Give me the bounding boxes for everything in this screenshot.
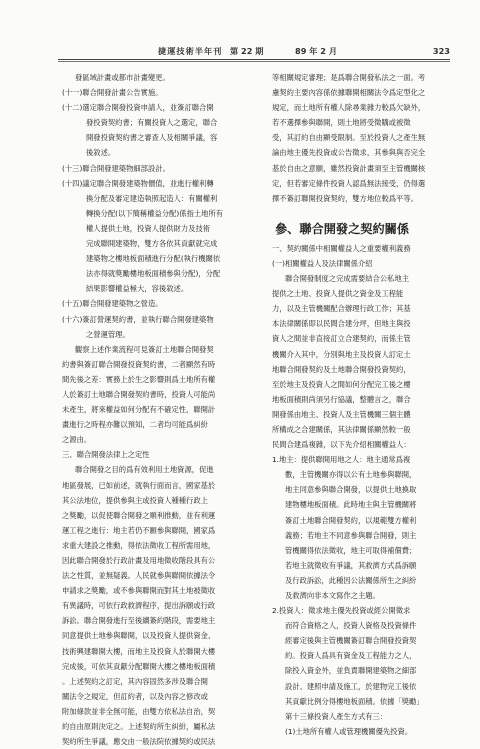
left-column-line: 發區域計畫或都市計畫變更。 [75,73,170,82]
right-column-line: (一)相關權益人及法律關係介紹 [272,258,373,268]
right-column-line: 擇不簽訂聯開投資契約，雙方地位較爲平等。 [272,193,418,203]
left-column-line: 完成後，可依其貢獻分配聯開大樓之樓地板面積 [62,661,216,671]
right-column-line: 及救濟向非本文寫作之主題。 [285,591,380,600]
left-column-line: 之源由。 [62,435,92,445]
left-column-line: 轉換分配(以下簡稱權益分配)係指土地所有 [86,208,224,218]
header-rule-bottom [58,61,450,62]
right-column-line: 若不選擇參與聯開，則土地將受徵購或被徵 [272,118,411,128]
right-column-line: 一、契約關係中相關權益人之重要權利義務 [272,243,411,253]
right-column-line: 受，其訂約自由顯受限制。至於投資人之產生無 [272,133,426,143]
left-column-line: 未產生，將來權益如何分配有不確定性，聯開計 [62,405,216,415]
left-column-line: 。上述契約之訂定，其內容固然多涉及聯合開 [62,676,208,686]
right-column-line: 1.地主：提供聯開用地之人：地主通常爲複 [272,455,411,465]
left-column-line: 地區發展，已如前述，就執行面而言，國家基於 [62,480,216,490]
journal-title: 捷運技術半年刊 [158,46,223,56]
right-column-line: 本法律關係即以民間合建分坪，但地主與投 [272,319,411,329]
right-column-line: 規定，而土地所有權人除尋業雜力較爲欠缺外， [272,103,426,113]
left-column [62,70,255,749]
right-column-line: 數，主管機關亦得以公有土地參與聯開， [285,470,417,480]
right-column-line: 慮契約主要內容係依據聯開相關法令爲定型化之 [272,88,426,98]
left-column-line: 同意提供土地參與聯開，以及投資人提供資金、 [62,631,216,641]
left-column-line: (十一)聯合開發計畫公告實施。 [62,88,163,98]
right-column-line: 簽訂土地聯合開發契約，以規範雙方權利 [285,515,417,525]
right-column-line: (1)土地所有權人或管理機關優先投資。 [285,726,413,736]
left-column-line: 約自由原則決定之。上述契約所生糾紛，屬私法 [62,722,216,732]
left-column-line: 開發投資契約書之審查人及相關爭議，容 [86,133,218,143]
left-column-line: 間先後之差：實務上於生之影響則爲土地所有權 [62,374,216,384]
right-column-line: 等相關規定審理；是爲聯合開發私法之一面。考 [272,73,426,82]
right-column-line: 及行政訴訟，此種因公法關係所生之糾紛 [285,575,417,585]
left-column-line: 三、聯合開發法律上之定性 [62,450,150,460]
issue-date: 89 年 2 月 [295,46,338,56]
left-column-line: (十二)選定聯合開發投資申請人，並簽訂聯合開 [62,103,214,113]
left-column-line: 法之性質，並無疑義。人民就參與聯開依據法令 [62,571,216,581]
header-rule-top [58,59,450,60]
left-column-line: 契約所生爭議，應交由一般法院依據契約或民法 [62,737,216,747]
right-column-line: 經審定後與主管機關簽訂聯合開發投資契 [285,636,417,646]
left-column-line: 法亦得就獎勵樓地板面積參與分配)，分配 [86,269,221,279]
right-column-line: 地板面積則尚須另行協議，整體言之，聯合 [272,394,411,404]
left-column-line: 後敘述。 [86,148,116,158]
issue-number: 第 22 期 [230,46,264,56]
right-column-line: 若地主就徵收有爭議，其救濟方式爲訴願 [285,560,417,570]
left-column-line: 完成聯開建築物，雙方各依其貢獻就完成 [86,239,218,249]
right-column-line: 地主同意參與聯合開發，以提供土地換取 [285,485,417,495]
right-column-line: 除投入資金外，並負責聯開建築物之細部 [285,666,417,676]
left-column-line: 之營運管理。 [86,329,130,339]
left-column-line: 技術興建聯開大樓，而地主及投資人於聯開大樓 [62,646,216,656]
left-column-line: 訴訟。聯合開發進行至後續簽約階段，需要地主 [62,616,216,626]
left-column-line: (十五)聯合開發建築物之營造。 [62,299,163,309]
right-column-line: 論由地主優先投資或公告徵求，其參與與否完全 [272,148,426,158]
right-column-line: 聯合開發制度之完成需要結合公私地主 [285,274,410,284]
right-column-line: 民間合建爲複雜，以下先介紹相關權益人： [272,440,411,450]
right-column-line: 其貢獻比例分得樓地板面積。依據「獎勵」 [285,696,424,706]
right-column-line: 而符合資格之人，投資人資格及投資條件 [285,621,417,631]
right-column-line: 管機關得依法徵收，地主可取得補償費； [285,545,417,555]
left-column-line: 權人提供土地，投資人提供財力及技術 [86,223,211,233]
left-column-line: 發投資契約書；有關投資人之選定，聯合 [86,118,218,128]
left-column-line: 求重大建設之推動，得依法徵收工程所需用地， [62,540,216,550]
left-column-line: 人於簽訂土地聯合開發契約書時，投資人可能尚 [62,389,216,399]
right-column-line: 定，但若審定條件投資人認爲無法接受，仍得選 [272,178,426,188]
left-column-line: 結果影響權益極大，容後敘述。 [86,284,189,294]
right-column-line: 地聯合開發契約及土地聯合開發投資契約， [272,364,411,374]
right-column [272,70,465,739]
left-column-line: (十三)聯合開發建築物細部設計。 [62,163,170,173]
left-column-line: 畫進行之時程亦難以預知，二者均可能爲糾紛 [62,420,208,430]
section-heading: 參、聯合開發之契約關係 [275,221,410,236]
right-column-line: 義務；若地主不同意參與聯合開發，則主 [285,530,417,540]
right-column-line: 第十三條投資人產生方式有三： [285,711,388,721]
right-column-line: 至於地主及投資人之間如何分配完工後之樓 [272,379,411,389]
left-column-line: 申請求之獎勵，或不參與聯開而對其土地被徵收 [62,586,216,596]
running-header [58,44,450,60]
left-column-line: (十六)簽訂營運契約書，並執行聯合開發建築物 [62,314,214,324]
left-column-line: 運工程之進行：地主若仍不願參與聯開，國家爲 [62,525,216,535]
left-column-line: 之獎勵，以促使聯合開發之順利推動，並有利運 [62,510,216,520]
left-column-line: 約書與簽訂聯合開發投資契約書，二者顯然有時 [62,359,216,369]
right-column-line: 2.投資人：徵求地主優先投資或經公開徵求 [272,606,411,616]
left-column-line: 因此聯合開發於行政計畫及用地徵收階段具有公 [62,556,216,565]
left-column-line: 觀察上述作業流程可見簽訂土地聯合開發契 [75,344,214,354]
left-column-line: 關法令之規定，但訂約者，以及內容之修改或 [62,691,208,701]
left-column-line: (十四)議定聯合開發建築物價值，並進行權利轉 [62,178,214,188]
right-column-line: 資人之間並非直接訂立合建契約，而係主管 [272,334,411,344]
left-column-line: 換分配及審定建造執照起造人：有關權利 [86,193,218,203]
left-column-line: 附加條款並非全無可能，由雙方依私法自治，契 [62,706,216,716]
left-column-line: 有異議時，可依行政救濟程序，提出訴願或行政 [62,601,216,611]
page-number: 323 [432,46,450,56]
right-column-line: 建物樓地板面積。此時地主與主管機關將 [285,500,417,510]
left-column-line: 聯合開發之目的爲有效利用土地資源，促進 [75,465,214,475]
right-column-line: 基於自由之意願，雖然投資計畫須至主管機關核 [272,163,426,173]
right-column-line: 所構成之合建關係，其法律關係顯然較一般 [272,424,411,434]
right-column-line: 開發係由地主、投資人及主管機關三個主體 [272,409,411,419]
right-column-line: 機關介入其中，分別與地主及投資人訂定土 [272,349,411,359]
right-column-line: 力，以及主管機關配合辦理行政工作；其基 [272,304,411,314]
left-column-line: 建築物之樓地板面積進行分配(執行機關依 [86,254,221,264]
right-column-line: 約。投資人爲具有資金及工程能力之人， [285,651,417,661]
left-column-line: 其公法地位，提供參與主或投資人種種行政上 [62,495,208,505]
right-column-line: 設計、建照申請及施工，於建物完工後依 [285,681,417,691]
right-column-line: 提供之土地、投資人提供之資金及工程能 [272,289,404,299]
